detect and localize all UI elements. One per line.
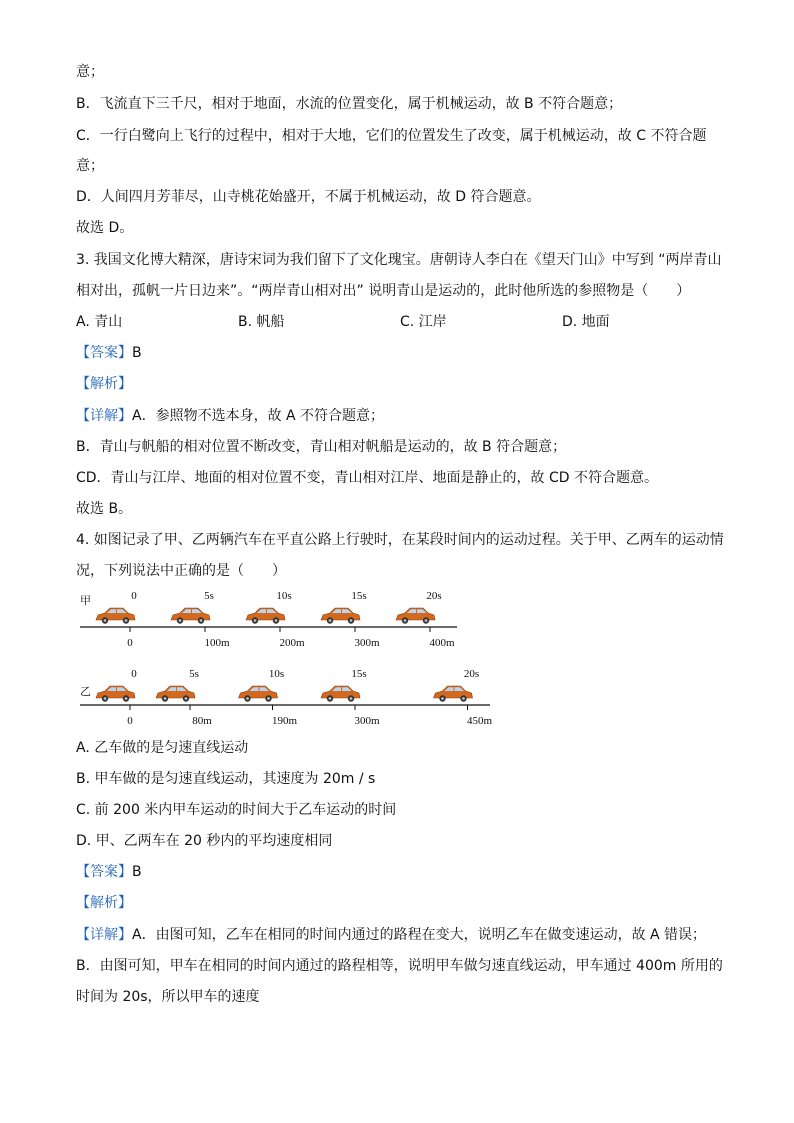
- q3-option-c: C. 江岸: [400, 314, 447, 330]
- detail-tag: 【详解】: [76, 927, 132, 943]
- row-a-distance-label: 0: [127, 637, 133, 649]
- q4-detail-b-cont: 时间为 20s，所以甲车的速度: [76, 989, 260, 1005]
- q3-detail-cd: CD．青山与江岸、地面的相对位置不变，青山相对江岸、地面是静止的，故 CD 不符合题意。: [76, 470, 659, 486]
- row-a-car-icon: [171, 608, 210, 624]
- q3-detail-a: [76, 406, 384, 426]
- question-3-stem: 3. 我国文化博大精深，唐诗宋词为我们留下了文化瑰宝。唐朝诗人李白在《望天门山》中写到 “两岸青山: [76, 252, 722, 268]
- q3-option-a: A. 青山: [76, 314, 123, 330]
- row-a-car-icon: [396, 608, 435, 624]
- answer-tag: 【答案】: [76, 864, 132, 880]
- analysis-tag: 【解析】: [76, 895, 132, 911]
- row-a-distance-label: 100m: [204, 637, 230, 649]
- detail-text: A．由图可知，乙车在相同的时间内通过的路程在变大，说明乙车在做变速运动，故 A 错误；: [132, 927, 707, 943]
- q4-option-d: D. 甲、乙两车在 20 秒内的平均速度相同: [76, 833, 333, 849]
- row-b-distance-label: 0: [127, 715, 133, 727]
- row-b-time-label: 20s: [463, 668, 480, 680]
- question-3-stem: 相对出，孤帆一片日边来”。“两岸青山相对出” 说明青山是运动的，此时他所选的参照物是（ ）: [76, 283, 691, 299]
- q4-option-a: A. 乙车做的是匀速直线运动: [76, 740, 249, 756]
- q3-detail-b: B．青山与帆船的相对位置不断改变，青山相对帆船是运动的，故 B 符合题意；: [76, 439, 567, 455]
- q3-choice: 故选 B。: [76, 501, 133, 517]
- q3-option-b: B. 帆船: [238, 314, 285, 330]
- row-a-time-label: 5s: [204, 590, 214, 602]
- q4-option-c: C. 前 200 米内甲车运动的时间大于乙车运动的时间: [76, 802, 397, 818]
- row-b-time-label: 15s: [351, 668, 367, 680]
- q3-option-d: D. 地面: [562, 314, 610, 330]
- text-line: 意；: [76, 64, 104, 80]
- row-a-car-icon: [96, 608, 135, 624]
- row-a-label: 甲: [80, 594, 91, 607]
- text-line: B．飞流直下三千尺，相对于地面，水流的位置变化，属于机械运动，故 B 不符合题意；: [76, 96, 623, 112]
- row-a-distance-label: 300m: [354, 637, 380, 649]
- row-a-time-label: 10s: [276, 590, 292, 602]
- row-a-car-icon: [321, 608, 360, 624]
- detail-text: A．参照物不选本身，故 A 不符合题意；: [132, 408, 385, 424]
- row-a-car-icon: [246, 608, 285, 624]
- q4-analysis-tag: [76, 893, 132, 913]
- text-line: D．人间四月芳菲尽，山寺桃花始盛开，不属于机械运动，故 D 符合题意。: [76, 189, 541, 205]
- text-line: 意；: [76, 158, 104, 174]
- detail-tag: 【详解】: [76, 408, 132, 424]
- text-line: C．一行白鹭向上飞行的过程中，相对于大地，它们的位置发生了改变，属于机械运动，故 C 不符合题: [76, 128, 707, 144]
- row-b-label: 乙: [80, 685, 91, 698]
- row-a-time-label: 15s: [351, 590, 367, 602]
- row-b-distance-label: 190m: [271, 715, 298, 727]
- analysis-tag: 【解析】: [76, 376, 132, 392]
- q4-answer: [76, 862, 142, 882]
- question-4-stem: 况，下列说法中正确的是（ ）: [76, 563, 286, 579]
- row-b-car-icon: [434, 686, 473, 702]
- row-b-distance-label: 300m: [354, 715, 380, 727]
- row-a-time-label: 0: [131, 590, 137, 602]
- q3-answer: [76, 343, 142, 363]
- row-b-time-label: 5s: [189, 668, 199, 680]
- q4-detail-b: B．由图可知，甲车在相同的时间内通过的路程相等，说明甲车做匀速直线运动，甲车通过 400m 所用的: [76, 958, 723, 974]
- q3-analysis-tag: [76, 374, 132, 394]
- q4-detail-a: [76, 925, 706, 945]
- answer-value: B: [132, 864, 142, 880]
- row-b-car-icon: [156, 686, 195, 702]
- row-a-distance-label: 200m: [279, 637, 305, 649]
- question-4-stem: 4. 如图记录了甲、乙两辆汽车在平直公路上行驶时，在某段时间内的运动过程。关于甲、乙两车的运动情: [76, 532, 724, 548]
- answer-value: B: [132, 345, 142, 361]
- row-b-distance-label: 450m: [466, 715, 493, 727]
- row-b-car-icon: [239, 686, 278, 702]
- row-a-time-label: 20s: [426, 590, 442, 602]
- row-b-distance-label: 80m: [192, 715, 212, 727]
- row-a-distance-label: 400m: [429, 637, 455, 649]
- row-b-time-label: 0: [131, 668, 137, 680]
- row-b-car-icon: [96, 686, 135, 702]
- row-b-time-label: 10s: [268, 668, 285, 680]
- text-line: 故选 D。: [76, 220, 134, 236]
- row-b-car-icon: [321, 686, 360, 702]
- answer-tag: 【答案】: [76, 345, 132, 361]
- car-motion-figure: [70, 585, 500, 735]
- q4-option-b: B. 甲车做的是匀速直线运动，其速度为 20m / s: [76, 771, 376, 787]
